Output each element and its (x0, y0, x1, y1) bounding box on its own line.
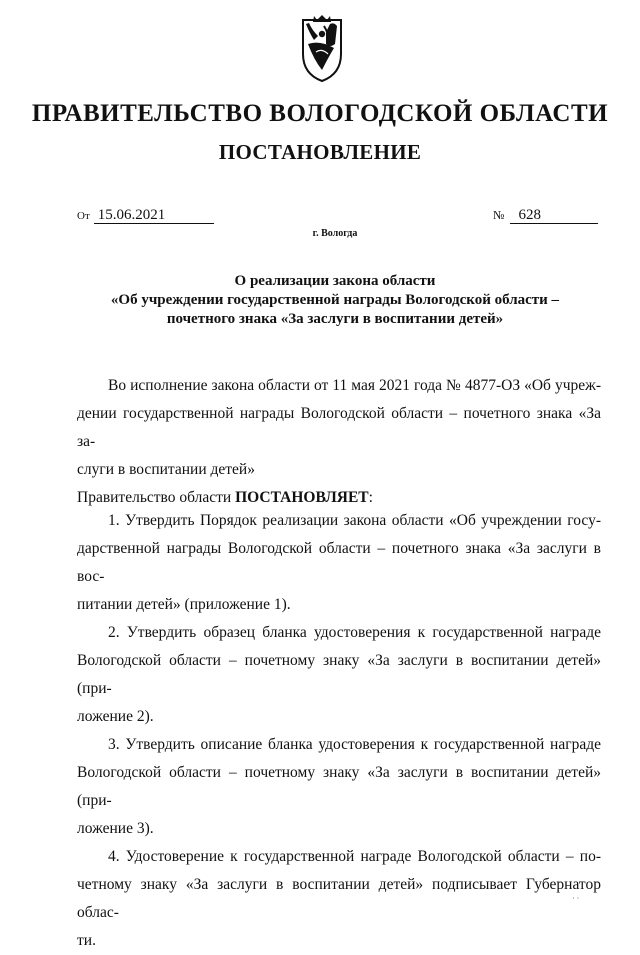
number-value: 628 (510, 208, 598, 224)
government-title: ПРАВИТЕЛЬСТВО ВОЛОГОДСКОЙ ОБЛАСТИ (31, 100, 609, 127)
date-value: 15.06.2021 (94, 208, 214, 224)
resolution-items (77, 507, 601, 955)
subject-title (0, 272, 640, 329)
coat-of-arms-icon (300, 14, 344, 84)
date-prefix: От (77, 210, 90, 222)
date-field (77, 208, 214, 224)
list-item (77, 731, 601, 843)
list-item (77, 619, 601, 731)
subject-line: «Об учреждении государственной награды Вологодской области – (110, 292, 560, 308)
item-line: 4. Удостоверение к государственной награде Вологодской области – по- (108, 848, 601, 865)
resolve-suffix: : (368, 489, 373, 506)
item-line: 3. Утвердить описание бланка удостоверения к государственной награде (108, 736, 601, 753)
item-line: 1. Утвердить Порядок реализации закона области «Об учреждении госу- (108, 512, 601, 529)
preamble (77, 372, 601, 512)
page-mark: · · (572, 894, 580, 903)
item-line: Вологодской области – почетному знаку «За заслуги в воспитании детей» (при- (77, 652, 601, 697)
number-field (493, 208, 598, 224)
preamble-line: дении государственной награды Вологодской области – почетного знака «За за- (77, 405, 601, 450)
item-line: ложение 2). (77, 708, 154, 725)
resolve-word: ПОСТАНОВЛЯЕТ (235, 489, 369, 506)
city: г. Вологда (312, 228, 358, 239)
subject-line: О реализации закона области (234, 273, 436, 289)
resolve-prefix: Правительство области (77, 489, 236, 506)
item-line: ти. (77, 932, 96, 949)
list-item (77, 507, 601, 619)
item-line: дарственной награды Вологодской области – почетного знака «За заслуги в вос- (77, 540, 601, 585)
item-line: ложение 3). (77, 820, 154, 837)
number-prefix: № (493, 208, 505, 222)
preamble-line: слуги в воспитании детей» (77, 461, 255, 478)
document-type: ПОСТАНОВЛЕНИЕ (218, 140, 422, 164)
item-line: Вологодской области – почетному знаку «За заслуги в воспитании детей» (при- (77, 764, 601, 809)
preamble-line: Во исполнение закона области от 11 мая 2021 года № 4877-ОЗ «Об учреж- (108, 377, 601, 394)
item-line: питании детей» (приложение 1). (77, 596, 291, 613)
item-line: 2. Утвердить образец бланка удостоверения к государственной награде (108, 624, 601, 641)
item-line: четному знаку «За заслуги в воспитании детей» подписывает Губернатор облас- (77, 876, 601, 921)
list-item (77, 843, 601, 955)
subject-line: почетного знака «За заслуги в воспитании детей» (166, 311, 504, 327)
